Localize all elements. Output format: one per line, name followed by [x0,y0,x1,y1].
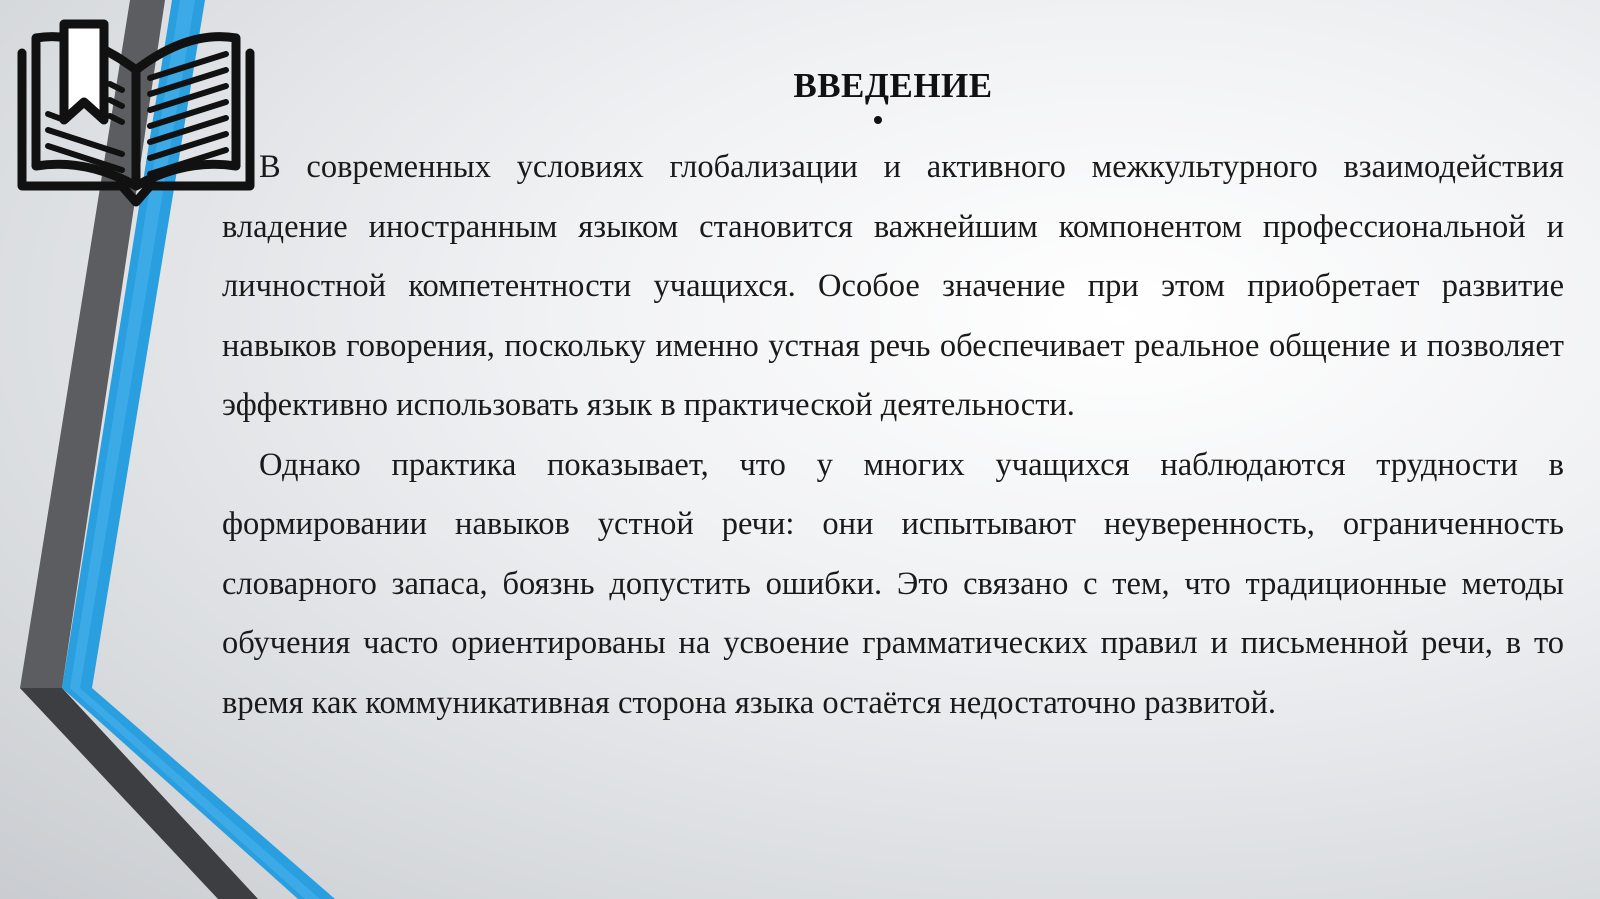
slide-title: ВВЕДЕНИЕ [793,66,993,105]
slide-body [222,138,1564,733]
bullet-dot [874,116,882,124]
paragraph-1: В современных условиях глобализации и активного межкультурного взаимодействия владение иностранным языком становится важнейшим компонентом профессиональной и личностной компетентности учащихся. Особое значение при этом приобретает развитие навыков говорения, поскольку именно устная речь обеспечивает реальное общение и позволяет эффективно использовать язык в практической деятельности. [222,149,1564,423]
paragraph-2: Однако практика показывает, что у многих учащихся наблюдаются трудности в формировании навыков устной речи: они испытывают неуверенность, ограниченность словарного запаса, боязнь допустить ошибки. Это связано с тем, что традиционные методы обучения часто ориентированы на усвоение грамматических правил и письменной речи, в то время как коммуникативная сторона языка остаётся недостаточно развитой. [222,446,1564,721]
